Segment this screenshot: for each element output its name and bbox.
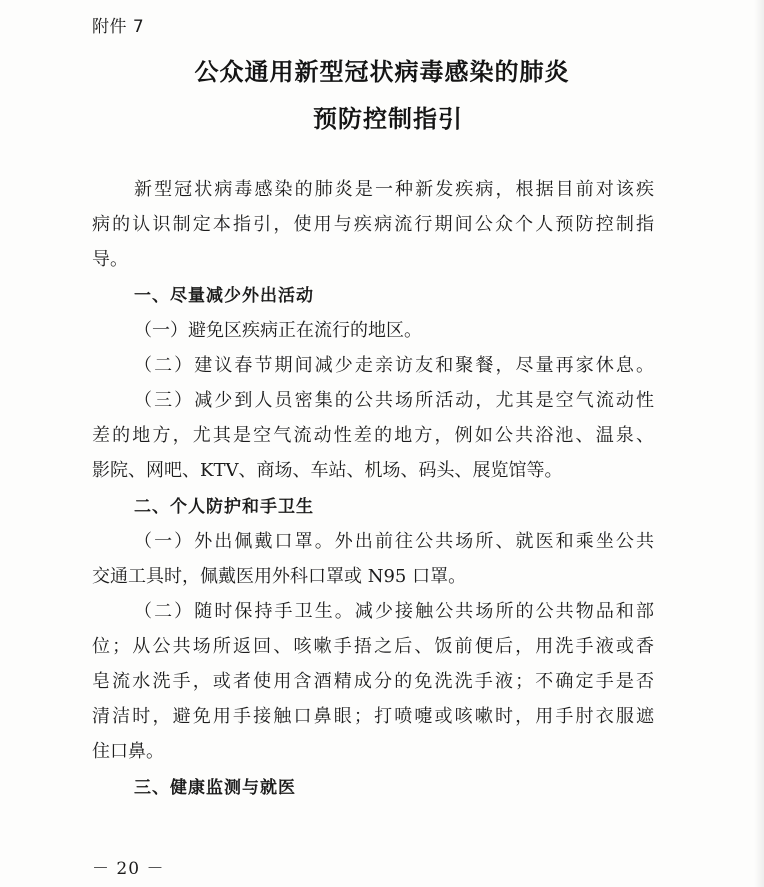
document-title-line-2: 预防控制指引 [313,105,463,133]
intro-line-2: 病的认识制定本指引，使用与疾病流行期间公众个人预防控制指 [92,214,654,235]
section-3-heading: 三、健康监测与就医 [134,778,296,798]
section-2-item-2-line-5: 住口鼻。 [92,741,164,762]
page-number: － 20 － [92,859,165,879]
section-2-item-1-line-1: （一）外出佩戴口罩。外出前往公共场所、就医和乘坐公共 [134,531,654,552]
intro-line-1: 新型冠状病毒感染的肺炎是一种新发疾病，根据目前对该疾 [134,179,654,200]
section-2-item-2-line-2: 位；从公共场所返回、咳嗽手捂之后、饭前便后，用洗手液或香 [92,636,654,657]
section-1-item-2: （二）建议春节期间减少走亲访友和聚餐，尽量再家休息。 [134,355,654,376]
section-2-item-2-line-4: 清洁时，避免用手接触口鼻眼；打喷嚏或咳嗽时，用手肘衣服遮 [92,706,654,727]
attachment-label: 附件 7 [92,17,145,37]
section-1-item-3-line-1: （三）减少到人员密集的公共场所活动，尤其是空气流动性 [134,390,654,411]
section-2-item-1-line-2: 交通工具时，佩戴医用外科口罩或 N95 口罩。 [92,566,467,587]
section-2-heading: 二、个人防护和手卫生 [134,497,314,517]
document-title-line-1: 公众通用新型冠状病毒感染的肺炎 [194,58,570,86]
section-1-item-1: （一）避免区疾病正在流行的地区。 [134,320,422,341]
intro-line-3: 导。 [92,249,128,270]
section-1-item-3-line-2: 差的地方，尤其是空气流动性差的地方，例如公共浴池、温泉、 [92,425,654,446]
section-1-heading: 一、尽量减少外出活动 [134,286,314,306]
section-1-item-3-line-3: 影院、网吧、KTV、商场、车站、机场、码头、展览馆等。 [92,460,563,481]
section-2-item-2-line-3: 皂流水洗手，或者使用含酒精成分的免洗洗手液；不确定手是否 [92,671,654,692]
section-2-item-2-line-1: （二）随时保持手卫生。减少接触公共场所的公共物品和部 [134,601,654,622]
